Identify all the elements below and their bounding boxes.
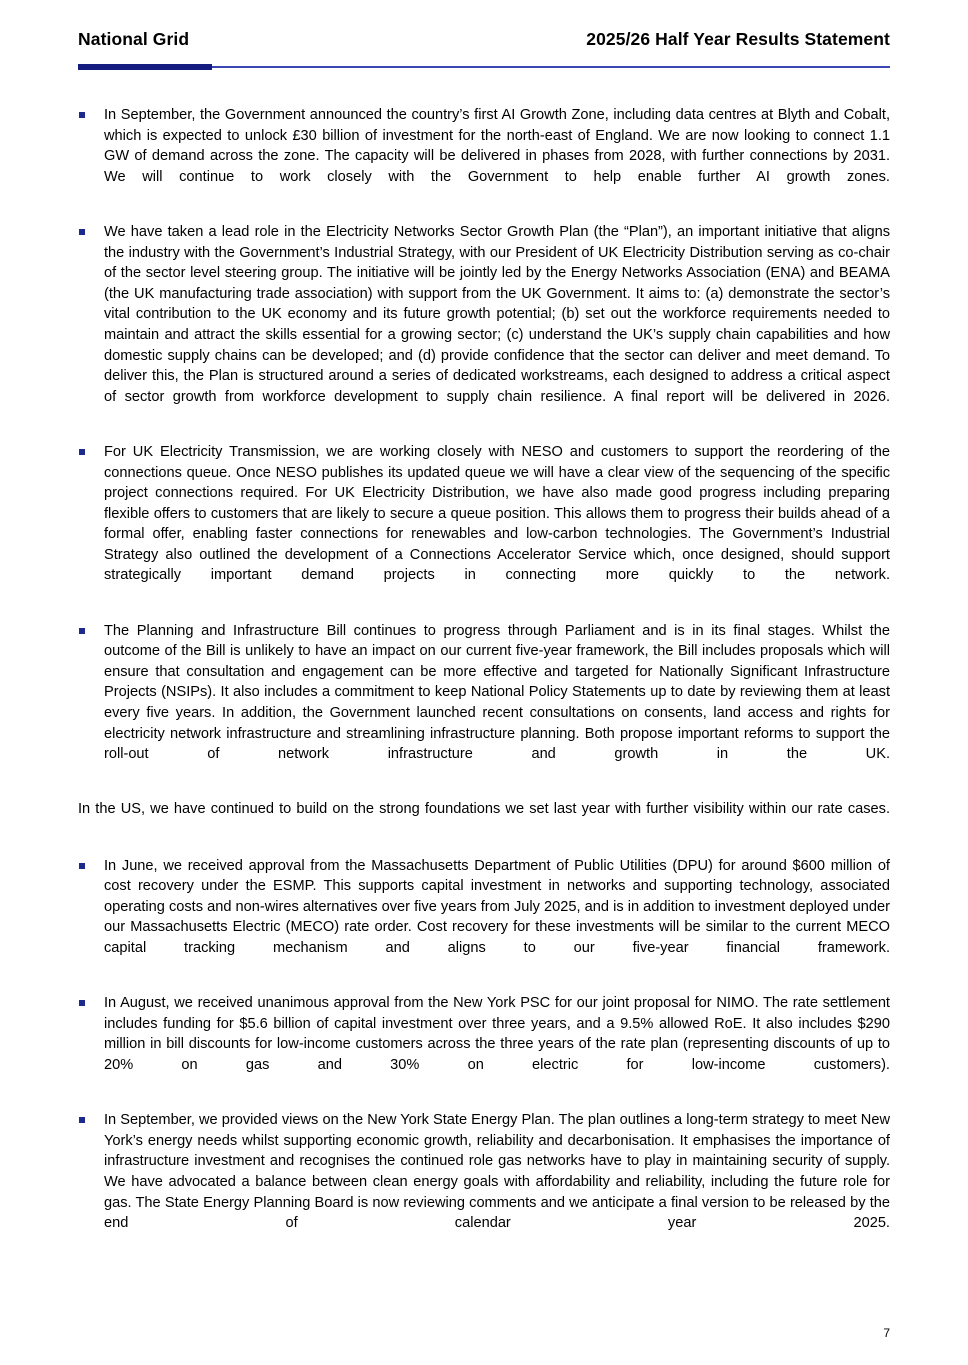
bullet-text: For UK Electricity Transmission, we are working closely with NESO and customers to support the reordering of the connections queue. Once NESO publishes its updated queue we will have a clear view of the sequencing of the specific project connections required. For UK Electricity Distribution, we have also made good progress including preparing flexible offers to customers that are likely to secure a queue position. This allows them to progress their builds ahead of a formal offer, enabling faster connections for renewables and low-carbon technologies. The Government’s Industrial Strategy also outlined the development of a Connections Accelerator Service which, once designed, should support strategically important demand projects in connecting more quickly to the network.	[104, 443, 890, 584]
bullet-text: In September, we provided views on the New York State Energy Plan. The plan outlines a long-term strategy to meet New York’s energy needs whilst supporting economic growth, reliability and decarbonisation. It emphasises the importance of infrastructure investment and recognises the continued role gas networks have to play in maintaining security of supply. We have advocated a balance between clean energy goals with affordability and reliability, including the future role for gas. The State Energy Planning Board is now reviewing comments and we anticipate a final version to be released by the end of calendar year 2025.	[104, 1112, 890, 1232]
document-body	[78, 105, 890, 1254]
document-title: 2025/26 Half Year Results Statement	[586, 29, 890, 49]
bullet-text: The Planning and Infrastructure Bill continues to progress through Parliament and is in its final stages. Whilst the outcome of the Bill is unlikely to have an impact on our current five-year framework, the Bill includes proposals which will ensure that consultation and engagement can be more effective and targeted for Nationally Significant Infrastructure Projects (NSIPs). It also includes a commitment to keep National Policy Statements up to date by reviewing them at least every five years. In addition, the Government launched recent consultations on consents, land access and rights for electricity network infrastructure and streamlining infrastructure planning. Both propose important reforms to support the roll-out of network infrastructure and growth in the UK.	[104, 622, 890, 763]
bullet-item	[78, 222, 890, 428]
bullet-item	[78, 856, 890, 980]
company-name: National Grid	[78, 29, 190, 49]
bullet-item	[78, 442, 890, 607]
bullet-item	[78, 105, 890, 208]
square-bullet-icon	[79, 1117, 85, 1123]
bullet-text: In August, we received unanimous approval from the New York PSC for our joint proposal for NIMO. The rate settlement includes funding for $5.6 billion of capital investment over three years, and a 9.5% allowed RoE. It also includes $290 million in bill discounts for low-income customers across the three years of the rate plan (representing discounts of up to 20% on gas and 30% on electric for low-income customers).	[104, 995, 890, 1073]
page-header	[78, 30, 890, 49]
bullet-item	[78, 621, 890, 786]
square-bullet-icon	[79, 229, 85, 235]
square-bullet-icon	[79, 449, 85, 455]
square-bullet-icon	[79, 1000, 85, 1006]
bullet-text: In June, we received approval from the Massachusetts Department of Public Utilities (DPU) for around $600 million of cost recovery under the ESMP. This supports capital investment in networks and supporting technology, associated operating costs and non-wires alternatives over five years from July 2025, and is in addition to investment deployed under our Massachusetts Electric (MECO) rate order. Cost recovery for these investments will be similar to the current MECO capital tracking mechanism and aligns to our five-year financial framework.	[104, 857, 890, 956]
header-rule-dark-segment	[78, 64, 212, 70]
square-bullet-icon	[79, 863, 85, 869]
bullet-item	[78, 1110, 890, 1254]
bullet-text: In September, the Government announced the country’s first AI Growth Zone, including data centres at Blyth and Cobalt, which is expected to unlock £30 billion of investment for the north-east of England. We are now looking to connect 1.1 GW of demand across the zone. The capacity will be delivered in phases from 2028, with further connections by 2031. We will continue to work closely with the Government to help enable further AI growth zones.	[104, 107, 890, 185]
bullet-item	[78, 993, 890, 1096]
page-number: 7	[883, 1326, 890, 1340]
square-bullet-icon	[79, 112, 85, 118]
header-rule	[78, 63, 890, 71]
body-paragraph: In the US, we have continued to build on the strong foundations we set last year with further visibility within our rate cases.	[78, 801, 890, 818]
square-bullet-icon	[79, 628, 85, 634]
bullet-text: We have taken a lead role in the Electricity Networks Sector Growth Plan (the “Plan”), an important initiative that aligns the industry with the Government’s Industrial Strategy, with our President of UK Electricity Distribution serving as co-chair of the sector level steering group. The initiative will be jointly led by the Energy Networks Association (ENA) and BEAMA (the UK manufacturing trade association) with support from the UK Government. It aims to: (a) demonstrate the sector’s vital contribution to the UK economy and its future growth potential; (b) set out the workforce requirements needed to maintain and attract the skills essential for a growing sector; (c) understand the UK’s supply chain capabilities and how domestic supply chains can be developed; and (d) provide confidence that the sector can deliver and meet demand. To deliver this, the Plan is structured around a series of dedicated workstreams, each designed to address a critical aspect of sector growth from workforce development to supply chain resilience. A final report will be delivered in 2026.	[104, 223, 890, 405]
